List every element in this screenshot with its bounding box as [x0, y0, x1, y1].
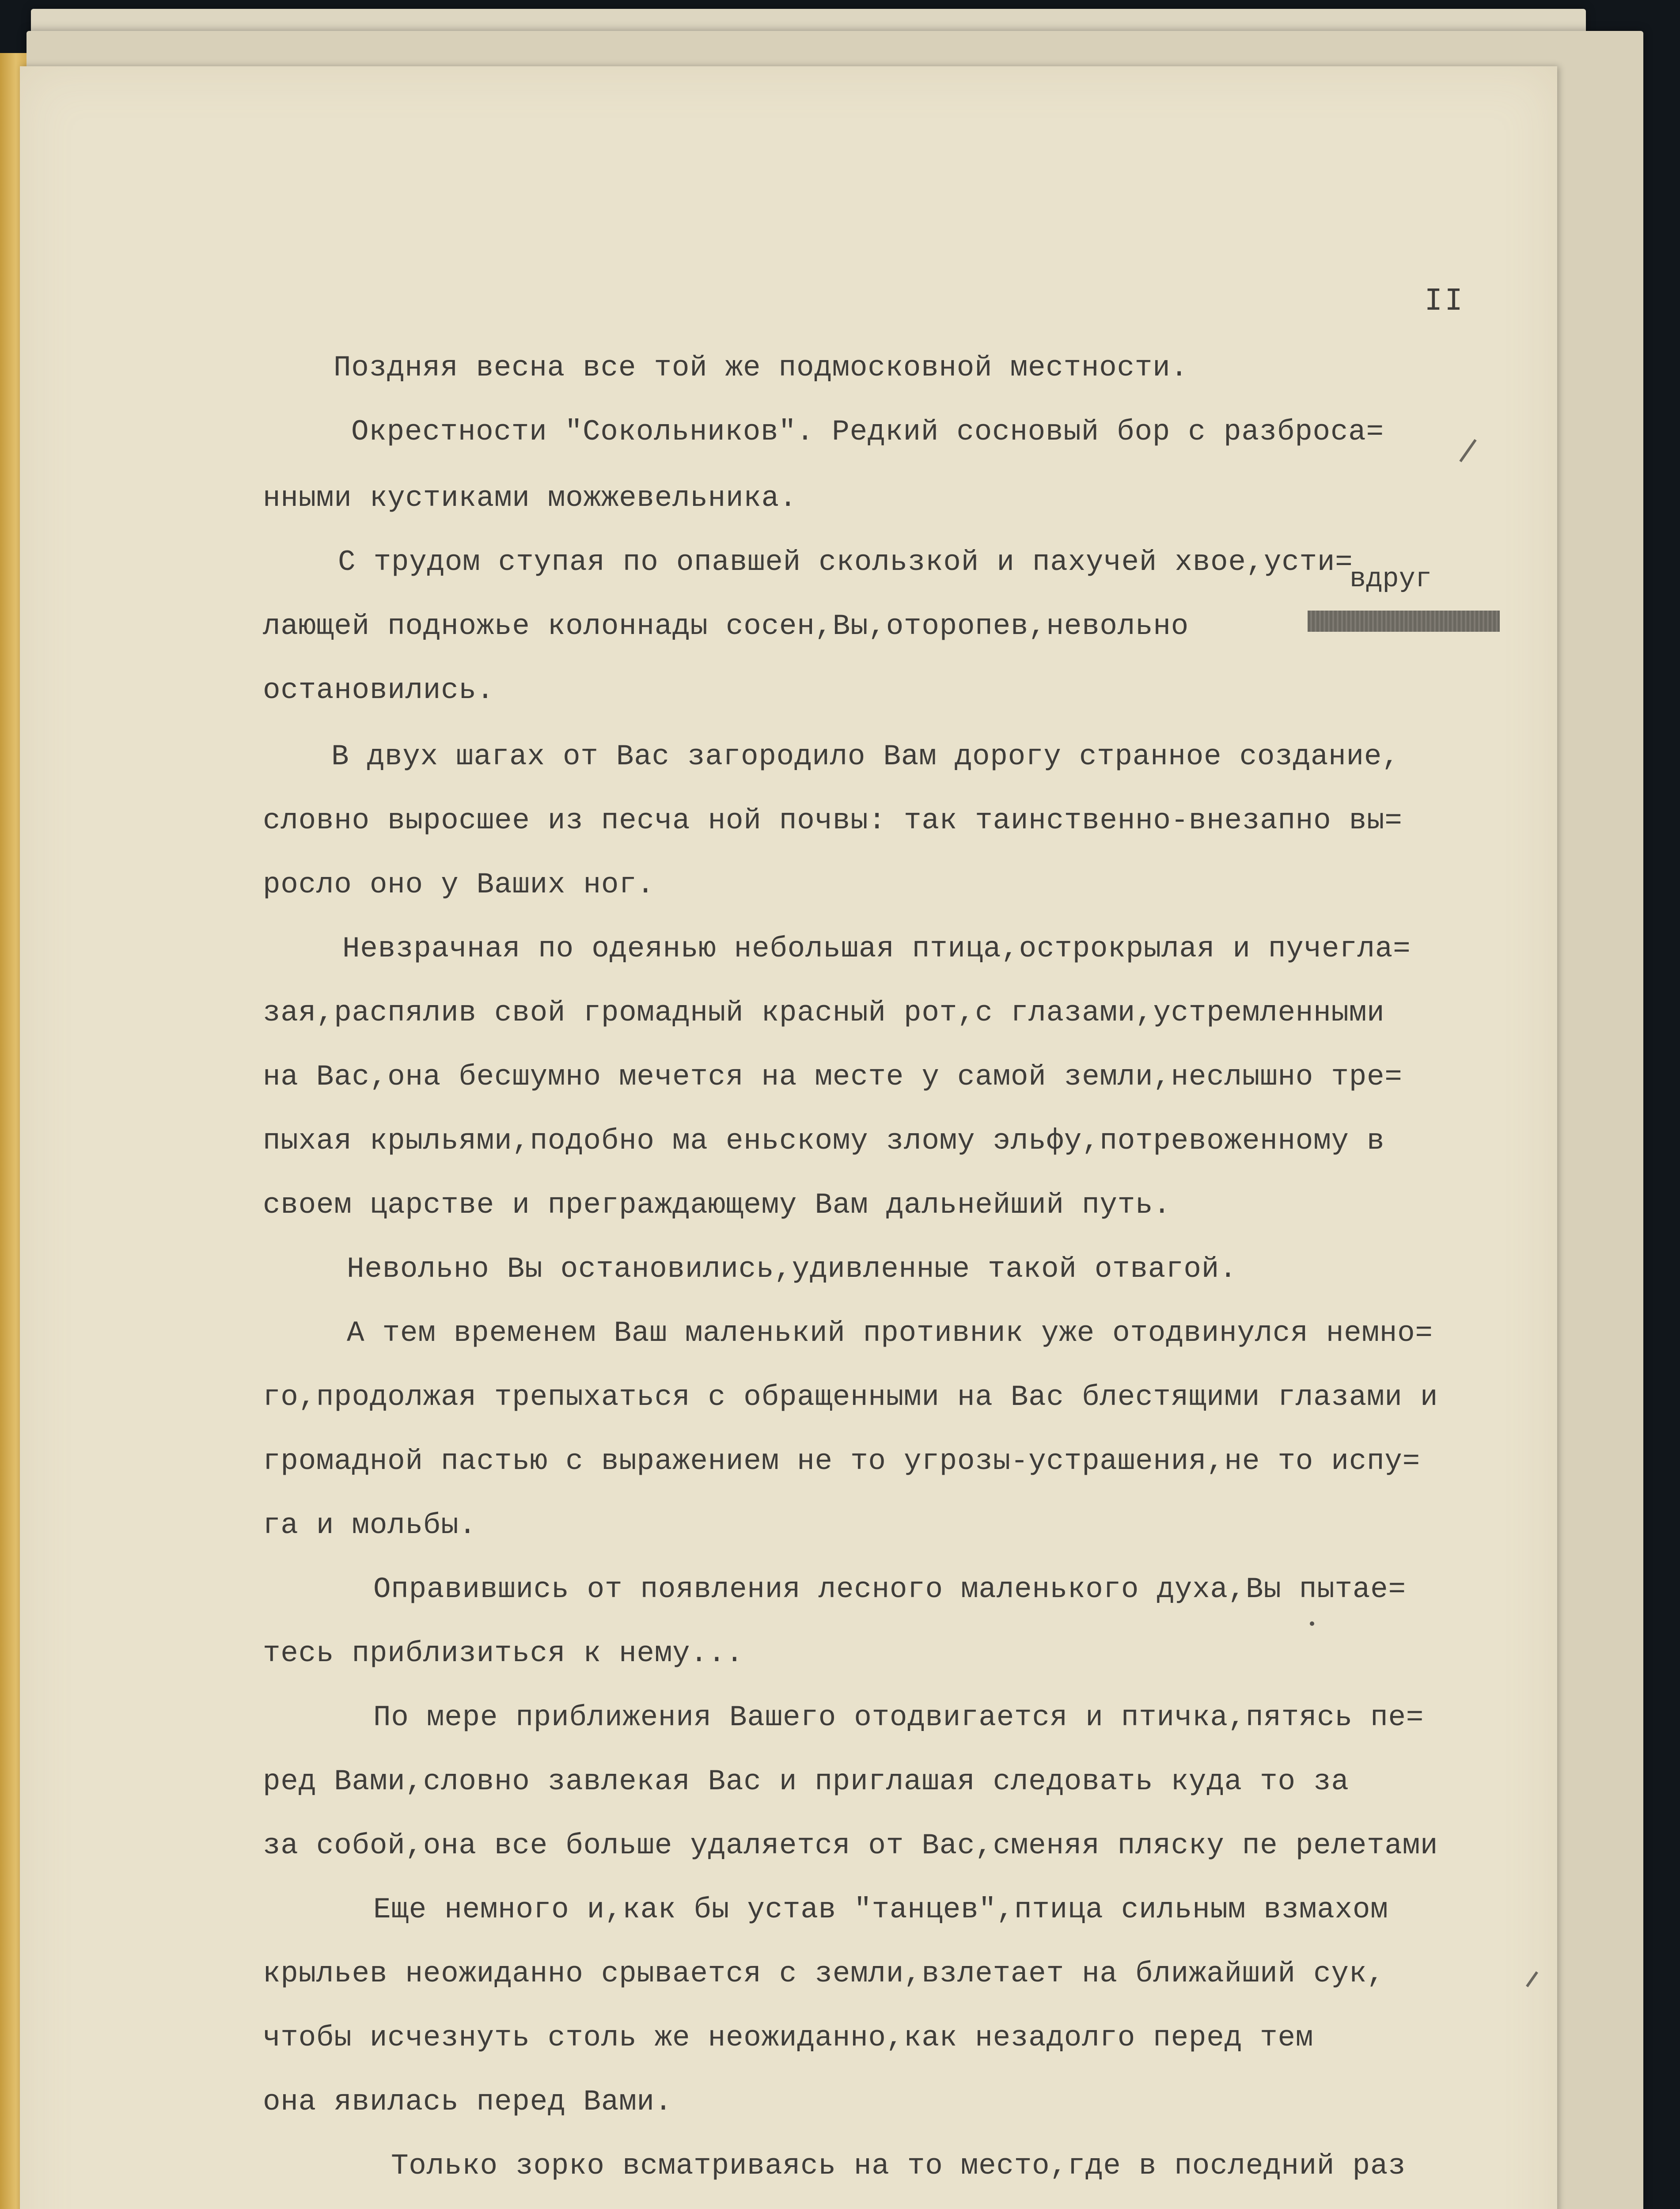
- handwritten-insertion: вдруг: [1350, 563, 1432, 595]
- text-line: своем царстве и преграждающему Вам дальнейший путь.: [263, 1188, 1171, 1222]
- pencil-tick-mark: [1526, 1971, 1538, 1987]
- text-line: тесь приблизиться к нему...: [263, 1637, 744, 1670]
- text-line: крыльев неожиданно срывается с земли,взлетает на ближайший сук,: [263, 1957, 1385, 1990]
- page-number: II: [1425, 283, 1465, 317]
- text-line: Оправившись от появления лесного маленького духа,Вы пытае=: [373, 1573, 1406, 1606]
- show-through-text: [294, 278, 972, 310]
- text-line: Окрестности "Сокольников". Редкий сосновый бор с разброса=: [351, 415, 1384, 448]
- text-line: на Вас,она бесшумно мечется на месте у самой земли,неслышно тре=: [263, 1060, 1403, 1093]
- document-page: [20, 66, 1557, 2209]
- text-line: Еще немного и,как бы устав "танцев",птица сильным взмахом: [373, 1893, 1388, 1926]
- text-line: Только зорко всматриваясь на то место,где в последний раз: [391, 2149, 1406, 2182]
- text-line: остановились.: [263, 674, 494, 707]
- text-line: словно выросшее из песча ной почвы: так таинственно-внезапно вы=: [263, 804, 1403, 837]
- text-line: С трудом ступая по опавшей скользкой и пахучей хвое,усти=: [338, 546, 1353, 579]
- text-line: за собой,она все больше удаляется от Вас,сменяя пляску пе релетами: [263, 1829, 1438, 1862]
- ink-dot: [1310, 1621, 1314, 1626]
- pencil-tick-mark: [1459, 439, 1476, 463]
- text-line: лающей подножье колоннады сосен,Вы,оторопев,невольно: [263, 610, 1189, 643]
- text-line: А тем временем Ваш маленький противник уже отодвинулся немно=: [347, 1317, 1433, 1350]
- text-line: ред Вами,словно завлекая Вас и приглашая следовать куда то за: [263, 1765, 1349, 1798]
- text-line: го,продолжая трепыхаться с обращенными на Вас блестящими глазами и: [263, 1381, 1438, 1414]
- text-line: Невольно Вы остановились,удивленные такой отвагой.: [347, 1253, 1237, 1286]
- text-line: По мере приближения Вашего отодвигается и птичка,пятясь пе=: [373, 1701, 1424, 1734]
- struck-out-word: [1308, 611, 1500, 632]
- text-line: В двух шагах от Вас загородило Вам дорогу странное создание,: [331, 740, 1400, 773]
- text-line: росло оно у Ваших ног.: [263, 868, 655, 901]
- text-line: нными кустиками можжевельника.: [263, 482, 797, 515]
- text-line: зая,распялив свой громадный красный рот,с глазами,устремленными: [263, 996, 1385, 1029]
- text-line: Невзрачная по одеянью небольшая птица,острокрылая и пучегла=: [342, 932, 1411, 965]
- text-line: она явилась перед Вами.: [263, 2085, 673, 2118]
- text-line: громадной пастью с выражением не то угрозы-устрашения,не то испу=: [263, 1445, 1420, 1478]
- text-line: га и мольбы.: [263, 1509, 477, 1542]
- text-line: чтобы исчезнуть столь же неожиданно,как незадолго перед тем: [263, 2021, 1314, 2054]
- text-line: Поздняя весна все той же подмосковной местности.: [334, 351, 1188, 384]
- text-line: пыхая крыльями,подобно ма еньскому злому эльфу,потревоженному в: [263, 1124, 1385, 1158]
